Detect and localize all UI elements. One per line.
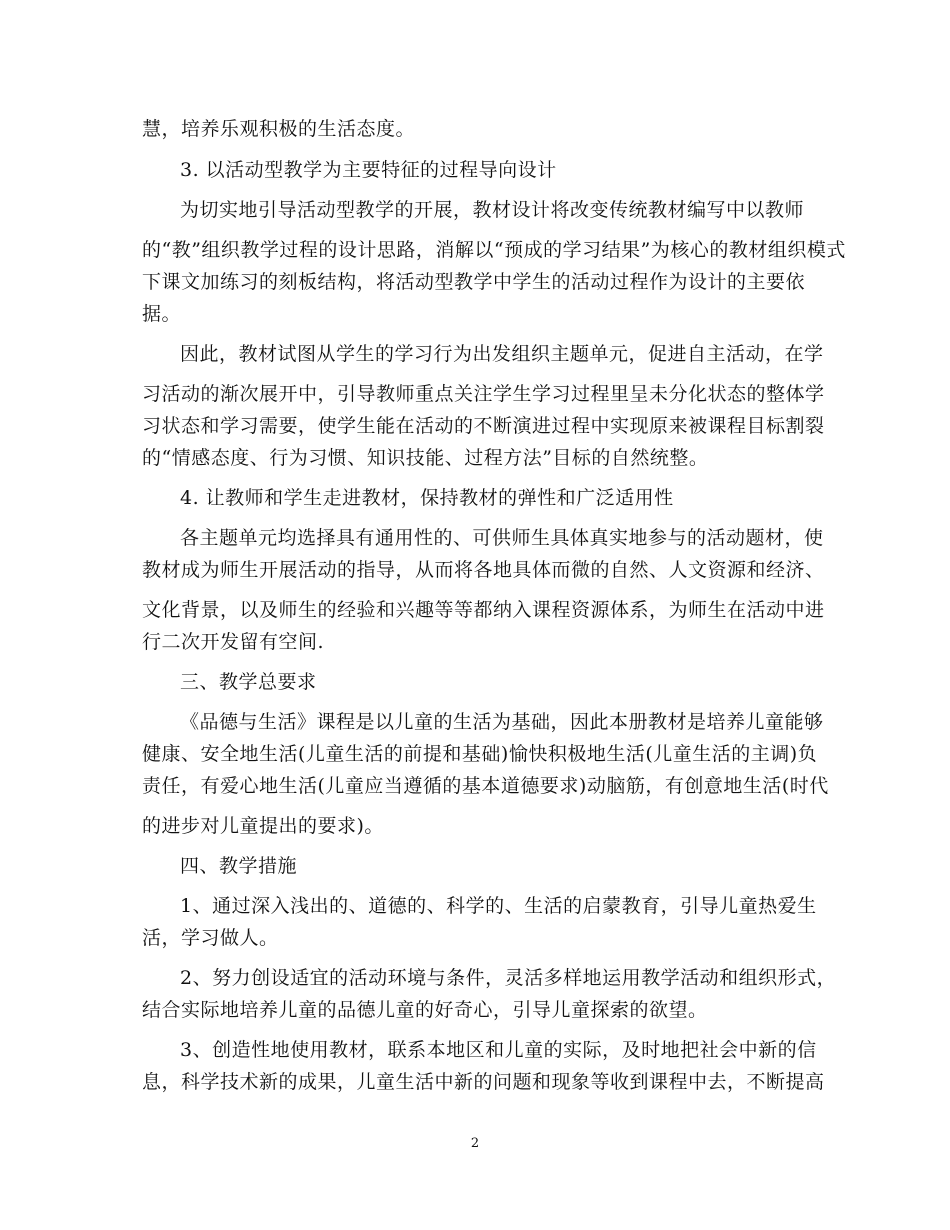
text-line: 的“情感态度、行为习惯、知识技能、过程方法”目标的自然统整。 [142,447,709,469]
section-heading: 3. 以活动型教学为主要特征的过程导向设计 [180,159,557,181]
section-heading: 三、教学总要求 [180,671,317,693]
text-line: 责任，有爱心地生活(儿童应当遵循的基本道德要求)动脑筋，有创意地生活(时代 [142,775,829,797]
text-line: 2、努力创设适宜的活动环境与条件，灵活多样地运用教学活动和组织形式， [180,967,837,989]
text-line: 习活动的渐次展开中，引导教师重点关注学生学习过程里呈未分化状态的整体学 [142,383,825,405]
text-line: 习状态和学习需要，使学生能在活动的不断演进过程中实现原来被课程目标割裂 [142,415,825,437]
text-line: 的进步对儿童提出的要求)。 [142,815,384,837]
text-line: 文化背景，以及师生的经验和兴趣等等都纳入课程资源体系，为师生在活动中进 [142,599,825,621]
text-line: 各主题单元均选择具有通用性的、可供师生具体真实地参与的活动题材，使 [180,527,824,549]
text-line: 行二次开发留有空间. [142,631,325,653]
section-heading: 4. 让教师和学生走进教材，保持教材的弹性和广泛适用性 [180,487,674,509]
section-heading: 四、教学措施 [180,855,298,877]
page-number: 2 [470,1136,480,1151]
text-line: 息，科学技术新的成果，儿童生活中新的问题和现象等收到课程中去，不断提高 [142,1071,825,1093]
text-line: 1、通过深入浅出的、道德的、科学的、生活的启蒙教育，引导儿童热爱生 [180,895,817,917]
text-line: 为切实地引导活动型教学的开展，教材设计将改变传统教材编写中以教师 [180,199,805,221]
text-line: 活，学习做人。 [142,927,279,949]
text-line: 的“教”组织教学过程的设计思路，消解以“预成的学习结果”为核心的教材组织模式 [142,239,846,261]
text-line: 据。 [142,303,182,325]
text-line: 因此，教材试图从学生的学习行为出发组织主题单元，促进自主活动，在学 [180,343,824,365]
text-line: 健康、安全地生活(儿童生活的前提和基础)愉快积极地生活(儿童生活的主调)负 [142,743,818,765]
text-line: 慧，培养乐观积极的生活态度。 [142,118,416,140]
text-line: 结合实际地培养儿童的品德儿童的好奇心，引导儿童探索的欲望。 [142,999,708,1021]
text-line: 3、创造性地使用教材，联系本地区和儿童的实际，及时地把社会中新的信 [180,1039,817,1061]
text-line: 教材成为师生开展活动的指导，从而将各地具体而微的自然、人文资源和经济、 [142,559,825,581]
text-line: 《品德与生活》课程是以儿童的生活为基础，因此本册教材是培养儿童能够 [180,711,824,733]
text-line: 下课文加练习的刻板结构，将活动型教学中学生的活动过程作为设计的主要依 [142,271,806,293]
